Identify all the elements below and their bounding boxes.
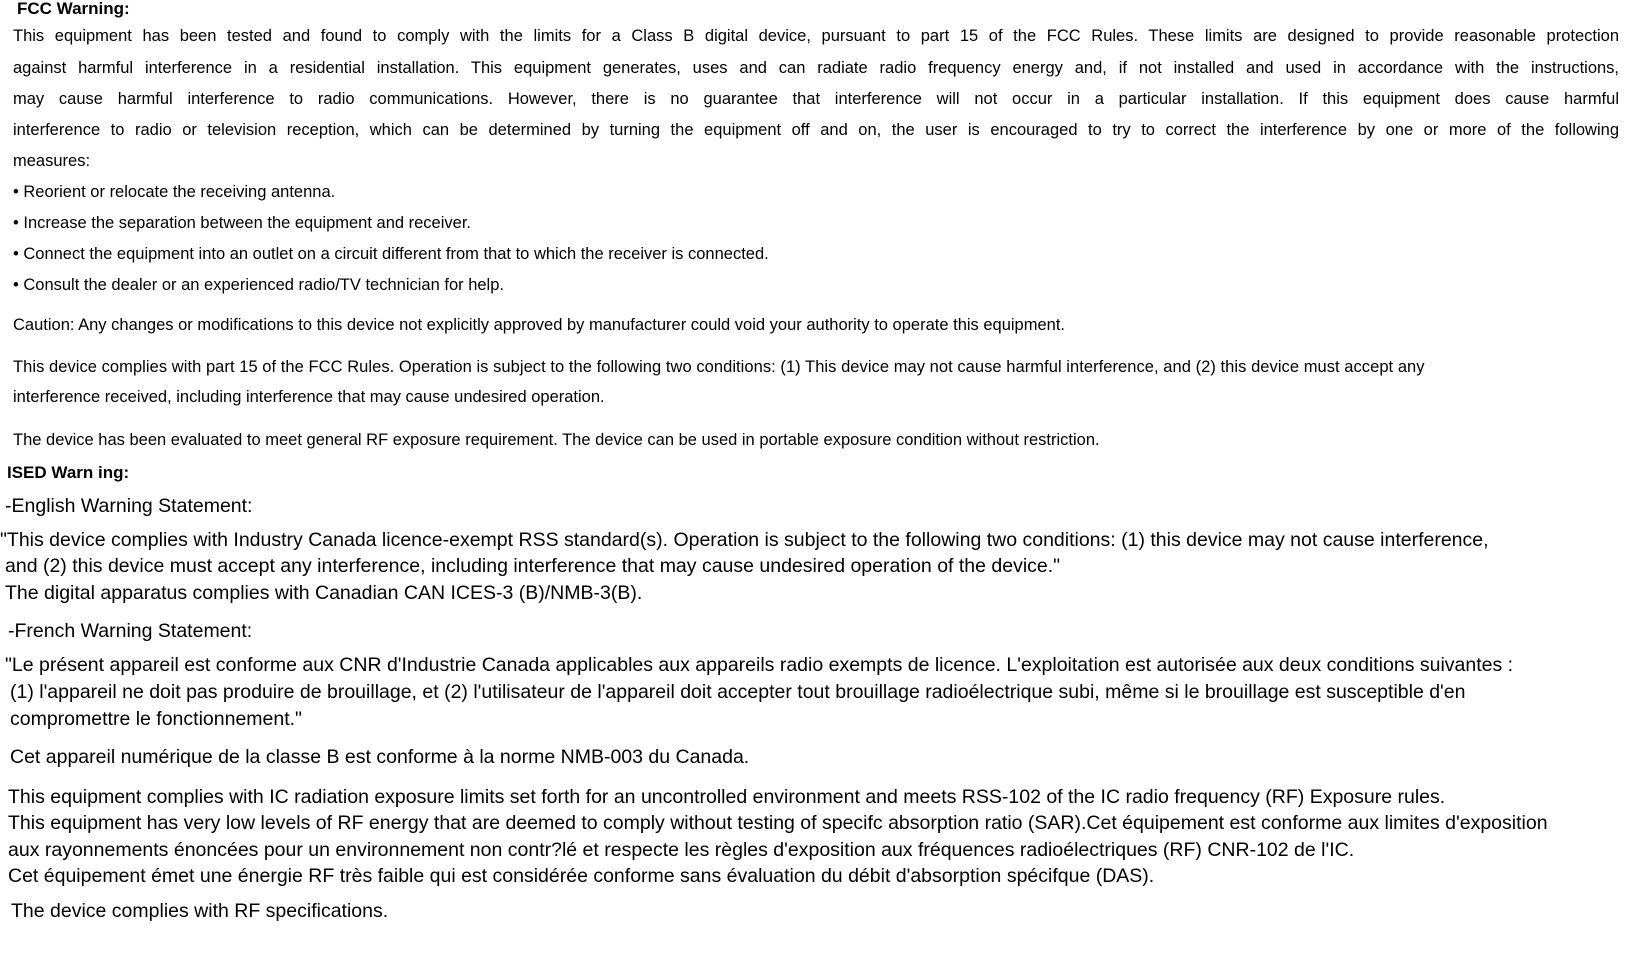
nmb-statement: Cet appareil numérique de la classe B est conforme à la norme NMB-003 du Canada. bbox=[10, 746, 750, 768]
french-statement-line: "Le présent appareil est conforme aux CNR d'Industrie Canada applicables aux appareils radio exempts de licence. L'exploitation est autorisée aux deux conditions suivantes : bbox=[5, 654, 1514, 676]
fcc-paragraph-line: This equipment has been tested and found to comply with the limits for a Class B digital device, pursuant to part 15 of the FCC Rules. These limits are designed to provide reasonable protection bbox=[13, 27, 1619, 45]
fcc-measure-item: • Increase the separation between the equipment and receiver. bbox=[13, 214, 471, 232]
fcc-warning-title: FCC Warning: bbox=[17, 0, 130, 18]
ic-exposure-line: This equipment has very low levels of RF energy that are deemed to comply without testing of specifc absorption ratio (SAR).Cet équipement est conforme aux limites d'exposition bbox=[8, 812, 1548, 834]
fcc-paragraph-line: may cause harmful interference to radio communications. However, there is no guarantee that interference will not occur in a particular installation. If this equipment does cause harmful bbox=[13, 90, 1619, 108]
ic-exposure-line: Cet équipement émet une énergie RF très faible qui est considérée conforme sans évaluation du débit d'absorption spécifque (DAS). bbox=[8, 865, 1155, 887]
english-warning-heading: -English Warning Statement: bbox=[5, 495, 253, 517]
french-warning-heading: -French Warning Statement: bbox=[8, 620, 253, 642]
fcc-caution: Caution: Any changes or modifications to this device not explicitly approved by manufacturer could void your authority to operate this equipment. bbox=[13, 316, 1066, 334]
ic-exposure-line: This equipment complies with IC radiation exposure limits set forth for an uncontrolled environment and meets RSS-102 of the IC radio frequency (RF) Exposure rules. bbox=[8, 786, 1446, 808]
fcc-part15-line: This device complies with part 15 of the FCC Rules. Operation is subject to the following two conditions: (1) This device may not cause harmful interference, and (2) this device must accept any bbox=[13, 358, 1425, 376]
french-statement-line: (1) l'appareil ne doit pas produire de brouillage, et (2) l'utilisateur de l'appareil doit accepter tout brouillage radioélectrique subi, même si le brouillage est susceptible d'en bbox=[10, 681, 1466, 703]
rf-specifications-statement: The device complies with RF specifications. bbox=[11, 900, 389, 922]
english-statement-line: "This device complies with Industry Canada licence-exempt RSS standard(s). Operation is subject to the following two conditions: (1) this device may not cause interference, bbox=[0, 529, 1489, 551]
fcc-rf-exposure: The device has been evaluated to meet general RF exposure requirement. The device can be used in portable exposure condition without restriction. bbox=[13, 431, 1100, 449]
ic-exposure-line: aux rayonnements énoncées pour un environnement non contr?lé et respecte les règles d'exposition aux fréquences radioélectriques (RF) CNR-102 de l'IC. bbox=[8, 839, 1355, 861]
fcc-measure-item: • Consult the dealer or an experienced radio/TV technician for help. bbox=[13, 276, 504, 294]
fcc-paragraph-line: interference to radio or television reception, which can be determined by turning the equipment off and on, the user is encouraged to try to correct the interference by one or more of the following bbox=[13, 121, 1619, 139]
english-statement-line: and (2) this device must accept any interference, including interference that may cause undesired operation of the device." bbox=[5, 555, 1061, 577]
english-statement-line: The digital apparatus complies with Canadian CAN ICES-3 (B)/NMB-3(B). bbox=[5, 582, 643, 604]
fcc-measure-item: • Connect the equipment into an outlet on a circuit different from that to which the receiver is connected. bbox=[13, 245, 769, 263]
french-statement-line: compromettre le fonctionnement." bbox=[10, 708, 302, 730]
fcc-part15-line: interference received, including interference that may cause undesired operation. bbox=[13, 388, 605, 406]
fcc-paragraph-line: against harmful interference in a residential installation. This equipment generates, uses and can radiate radio frequency energy and, if not installed and used in accordance with the instructions, bbox=[13, 59, 1619, 77]
fcc-measure-item: • Reorient or relocate the receiving antenna. bbox=[13, 183, 336, 201]
fcc-paragraph-line: measures: bbox=[13, 152, 91, 170]
ised-warning-title: ISED Warn ing: bbox=[7, 463, 130, 482]
